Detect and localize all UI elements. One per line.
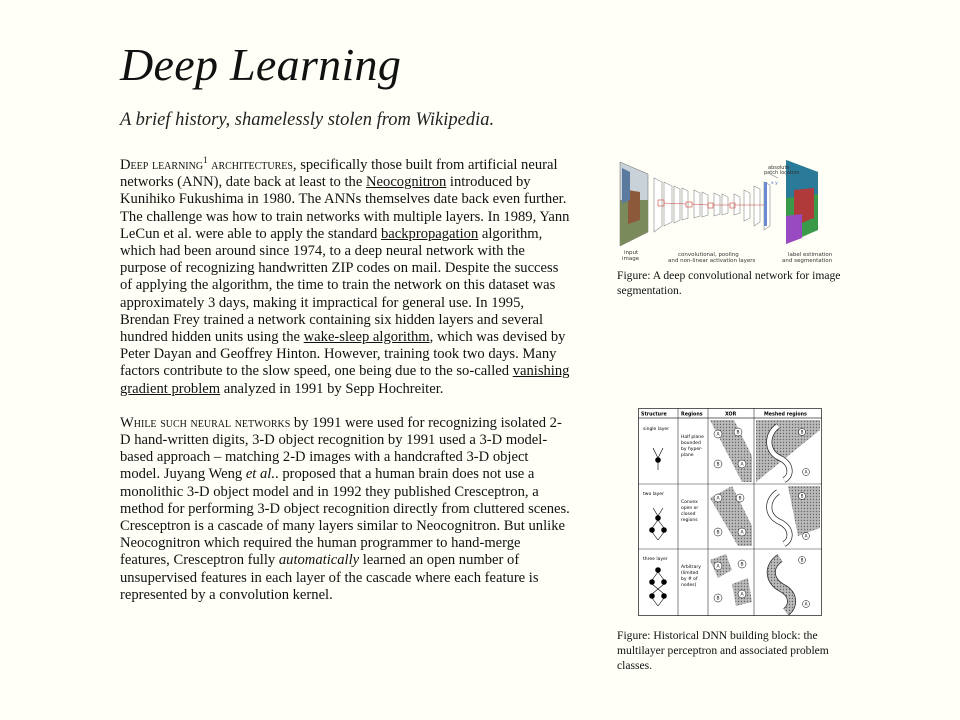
figure-1-caption: Figure: A deep convolutional network for image segmentation. — [617, 269, 841, 297]
link-backpropagation[interactable]: backpropagation — [380, 225, 479, 242]
paragraph-2 — [120, 415, 572, 604]
regions-three: Arbitrary (limited by # of nodes) — [681, 565, 701, 588]
regions-single: Half plane bounded by hyper-plane — [681, 435, 704, 458]
link-wake-sleep-algorithm[interactable]: wake-sleep algorithm — [303, 329, 430, 346]
text: introduced by Kunihiko Fukushima in 1980. The ANNs themselves date back even further. The challenge was how to train networks with multiple layers. In 1989, Yann LeCun et al. were able to apply the standard — [120, 174, 570, 242]
svg-text:B: B — [738, 496, 742, 502]
link-vanishing-gradient-problem[interactable]: vanishing gradient problem — [120, 363, 570, 397]
lead-in: Deep learning — [120, 157, 204, 173]
perceptron-table-figure — [638, 408, 822, 616]
text: learned an open number of unsupervised features in each layer of the cascade where each feature is represented by a convolution kernel. — [120, 552, 539, 603]
svg-text:A: A — [804, 469, 808, 475]
text: , which was devised by Peter Dayan and Geoffrey Hinton. However, training took two days. Many factors contribute to the slow speed, one being due to the so-called — [120, 329, 566, 380]
svg-text:A: A — [716, 564, 720, 570]
svg-text:B: B — [716, 462, 720, 468]
absolute-patch-label: absolute patch location — [764, 165, 800, 176]
article-body — [120, 157, 572, 621]
structure-three: three layer — [643, 557, 668, 562]
svg-text:A: A — [804, 601, 808, 607]
svg-text:B: B — [736, 430, 740, 436]
link-neocognitron[interactable]: Neocognitron — [366, 174, 447, 191]
text: . proposed that a human brain does not use a monolithic 3-D object model and in 1992 they published Cresceptron, a method for performing 3-D object recognition directly from cluttered scenes. Cresceptron is a cascade of many layers similar to Neocognitron. But unlike Neocognitron which required the human programmer to hand-merge features, Cresceptron fully — [120, 466, 570, 569]
cnn-segmentation-figure — [618, 160, 842, 268]
svg-text:B: B — [740, 562, 744, 568]
text: algorithm, which had been around since 1974, to a deep neural network with the purpose of recognizing handwritten ZIP codes on mail. Despite the success of applying the algorithm, the time to train the network on this dataset was approximately 3 days, making it impractical for general use. In 1995, Brendan Frey trained a network containing six hidden layers and several hundred hidden units using the — [120, 225, 559, 346]
emphasis-automatically: automatically — [278, 552, 360, 569]
svg-text:B: B — [800, 493, 804, 499]
page-title: Deep Learning — [120, 39, 402, 90]
svg-text:A: A — [804, 533, 808, 539]
svg-text:A: A — [716, 432, 720, 438]
conv-label: convolutional, pooling and non-linear activation layers — [668, 252, 756, 264]
header-xor: XOR — [725, 412, 737, 418]
lead-in-2: architectures — [211, 157, 293, 173]
structure-two: two layer — [643, 492, 664, 497]
input-image — [620, 162, 648, 246]
input-label: input image — [622, 250, 640, 262]
svg-text:B: B — [716, 596, 720, 602]
svg-text:A: A — [716, 496, 720, 502]
text: analyzed in 1991 by Sepp Hochreiter. — [220, 380, 444, 397]
svg-text:A: A — [740, 462, 744, 468]
page-subtitle: A brief history, shamelessly stolen from Wikipedia. — [120, 110, 495, 130]
footnote-marker[interactable]: 1 — [203, 155, 208, 166]
location-bar — [764, 182, 767, 226]
header-structure: Structure — [641, 412, 667, 418]
paragraph-1 — [120, 157, 572, 398]
svg-text:A: A — [740, 592, 744, 598]
svg-text:B: B — [716, 530, 720, 536]
header-meshed: Meshed regions — [764, 412, 807, 418]
figure-2-caption: Figure: Historical DNN building block: the multilayer perceptron and associated problem classes. — [617, 629, 829, 672]
regions-two: Convex open or closed regions — [681, 500, 699, 523]
header-regions: Regions — [681, 412, 703, 418]
output-label: label estimation and segmentation — [782, 252, 833, 264]
xy-label: x y — [771, 181, 778, 186]
svg-text:A: A — [740, 530, 744, 536]
svg-text:B: B — [800, 557, 804, 563]
structure-single: single layer — [643, 427, 670, 432]
text: , specifically those built from artificial neural networks (ANN), date back at least to the — [120, 157, 558, 191]
et-al: et al. — [245, 466, 276, 483]
svg-text:B: B — [800, 429, 804, 435]
text: by 1991 were used for recognizing isolated 2-D hand-written digits, 3-D object recognition by 1991 used a 3-D model-based approach – matching 2-D images with a handcrafted 3-D object model. Juyang Weng — [120, 414, 562, 483]
lead-in: While such neural networks — [120, 414, 291, 431]
